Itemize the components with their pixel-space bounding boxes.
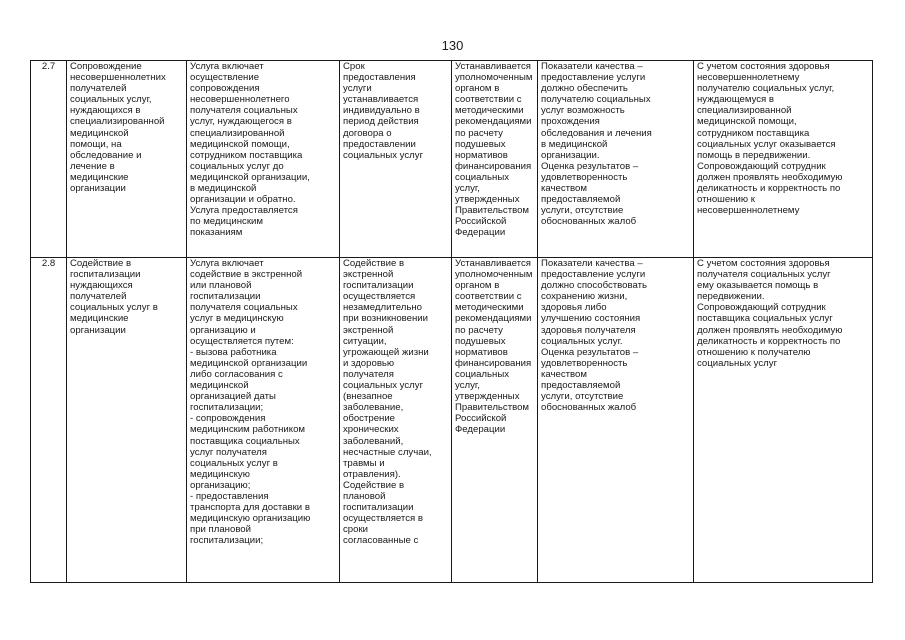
service-term: Срок предоставления услуги устанавливается индивидуально в период действия договора о предоставлении социальных услуг: [340, 61, 452, 258]
service-conditions: С учетом состояния здоровья получателя социальных услуг ему оказывается помощь в передвижении. Сопровождающий сотрудник поставщика социальных услуг должен проявлять необходимую деликатность и корректность по отношению к получателю социальных услуг: [694, 258, 873, 583]
table-row: [31, 61, 873, 258]
quality-indicators: Показатели качества – предоставление услуги должно способствовать сохранению жизни, здоровья либо улучшению состояния здоровья получателя социальных услуг. Оценка результатов – удовлетворенность качеством предоставляемой услуги, отсутствие обоснованных жалоб: [538, 258, 694, 583]
table-row: [31, 258, 873, 583]
row-number: 2.7: [31, 61, 67, 258]
service-description: Услуга включает осуществление сопровождения несовершеннолетнего получателя социальных услуг, нуждающегося в специализированной медицинской помощи, сотрудником поставщика социальных услуг до медицинской организации, в медицинской организации и обратно. Услуга предоставляется по медицинским показаниям: [187, 61, 340, 258]
service-conditions: С учетом состояния здоровья несовершеннолетнему получателю социальных услуг, нуждающемуся в специализированной медицинской помощи, сотрудником поставщика социальных услуг оказывается помощь в передвижении. Сопровождающий сотрудник должен проявлять необходимую деликатность и корректность по отношению к несовершеннолетнему: [694, 61, 873, 258]
service-term: Содействие в экстренной госпитализации осуществляется незамедлительно при возникновении экстренной ситуации, угрожающей жизни и здоровью получателя социальных услуг (внезапное заболевание, обострение хронических заболеваний, несчастные случаи, травмы и отравления). Содействие в плановой госпитализации осуществляется в сроки согласованные с: [340, 258, 452, 583]
page-number: 130: [441, 38, 464, 53]
service-description: Услуга включает содействие в экстренной или плановой госпитализации получателя социальных услуг в медицинскую организацию и осуществляется путем: - вызова работника медицинской организации либо согласования с медицинской организацией даты госпитализации; - сопровождения медицинским работником поставщика социальных услуг получателя социальных услуг в медицинскую организацию; - предоставления транспорта для доставки в медицинскую организацию при плановой госпитализации;: [187, 258, 340, 583]
services-table: [30, 60, 873, 583]
service-norm: Устанавливается уполномоченным органом в соответствии с методическими рекомендациями по расчету подушевых нормативов финансирования социальных услуг, утвержденных Правительством Российской Федерации: [452, 258, 538, 583]
service-name: Сопровождение несовершеннолетних получателей социальных услуг, нуждающихся в специализированной медицинской помощи, на обследование и лечение в медицинские организации: [67, 61, 187, 258]
service-norm: Устанавливается уполномоченным органом в соответствии с методическими рекомендациями по расчету подушевых нормативов финансирования социальных услуг, утвержденных Правительством Российской Федерации: [452, 61, 538, 258]
quality-indicators: Показатели качества – предоставление услуги должно обеспечить получателю социальных услуг возможность прохождения обследования и лечения в медицинской организации. Оценка результатов – удовлетворенность качеством предоставляемой услуги, отсутствие обоснованных жалоб: [538, 61, 694, 258]
row-number: 2.8: [31, 258, 67, 583]
service-name: Содействие в госпитализации нуждающихся получателей социальных услуг в медицинские организации: [67, 258, 187, 583]
